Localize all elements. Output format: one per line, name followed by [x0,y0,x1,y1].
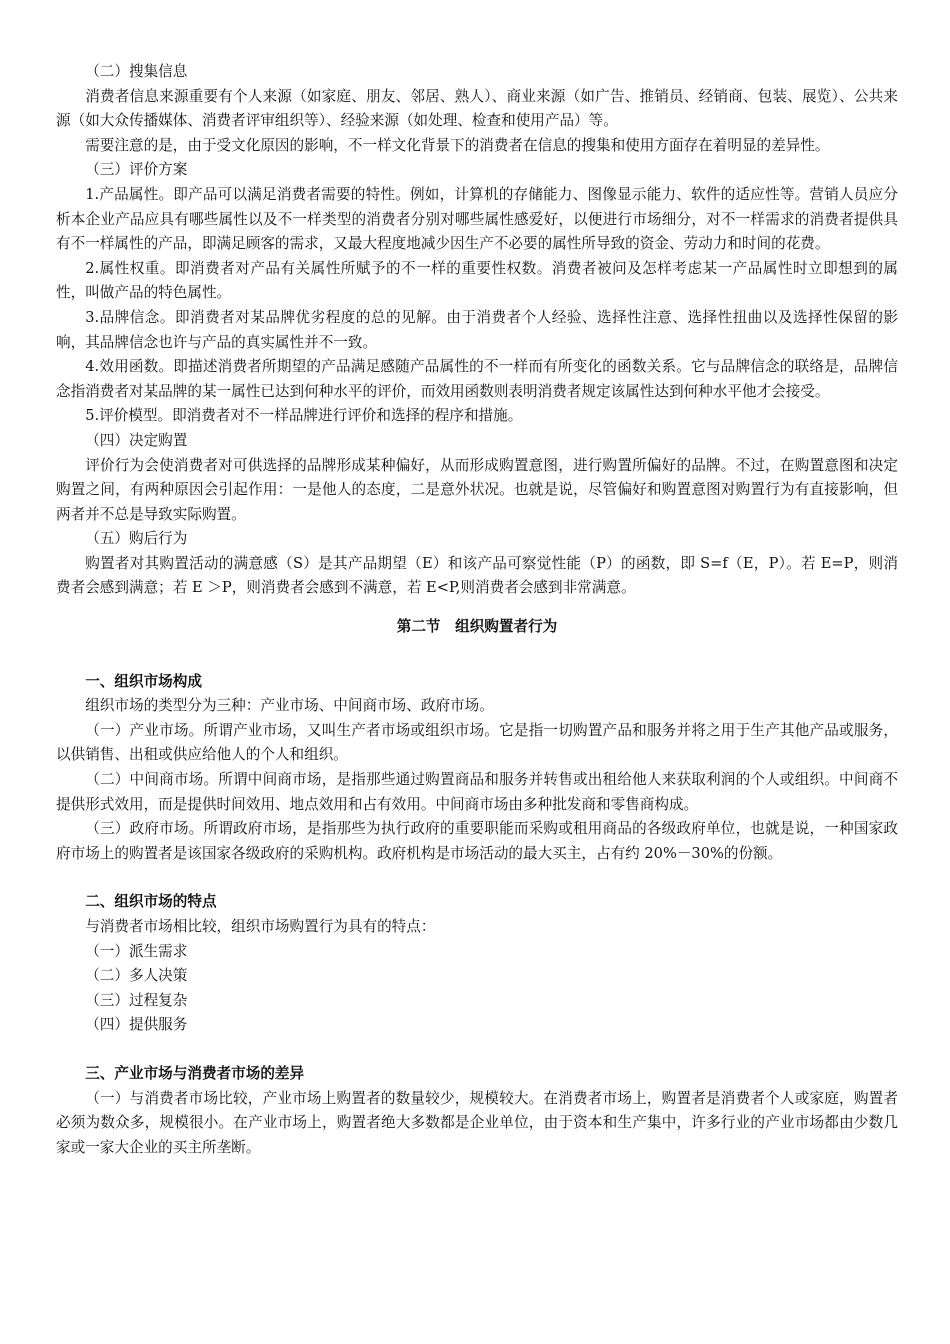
paragraph: 2.属性权重。即消费者对产品有关属性所赋予的不一样的重要性权数。消费者被问及怎样考虑某一产品属性时立即想到的属性，叫做产品的特色属性。 [56,259,898,302]
subheading-collect-info: （二）搜集信息 [85,63,188,80]
subheading-decide: （四）决定购置 [85,431,188,449]
paragraph: 购置者对其购置活动的满意感（S）是其产品期望（E）和该产品可察觉性能（P）的函数，即 S=f（E，P）。若 E=P，则消费者会感到满意；若 E ＞P，则消费者会感到不满意，若 E<P,则消费者会感到非常满意。 [56,554,898,597]
paragraph: （一）产业市场。所谓产业市场，又叫生产者市场或组织市场。它是指一切购置产品和服务并将之用于生产其他产品或服务，以供销售、出租或供应给他人的个人和组织。 [56,721,898,764]
list-item: （二）多人决策 [85,967,188,985]
subheading-post-purchase: （五）购后行为 [85,530,188,548]
document-page [56,60,898,1160]
paragraph: （三）政府市场。所谓政府市场，是指那些为执行政府的重要职能而采购或租用商品的各级政府单位，也就是说，一种国家政府市场上的购置者是该国家各级政府的采购机构。政府机构是市场活动的最大买主，占有约 20%－30%的份额。 [56,820,898,862]
heading-market-differences: 三、产业市场与消费者市场的差异 [85,1064,305,1082]
paragraph: 与消费者市场相比较，组织市场购置行为具有的特点： [85,918,436,935]
list-item: （一）派生需求 [85,942,188,960]
paragraph: 4.效用函数。即描述消费者所期望的产品满足感随产品属性的不一样而有所变化的函数关系。它与品牌信念的联络是，品牌信念指消费者对某品牌的某一属性已达到何种水平的评价，而效用函数则表明消费者规定该属性达到何种水平他才会接受。 [56,358,898,400]
paragraph: 评价行为会使消费者对可供选择的品牌形成某种偏好，从而形成购置意图，进行购置所偏好的品牌。不过，在购置意图和决定购置之间，有两种原因会引起作用：一是他人的态度，二是意外状况。也就是说，尽管偏好和购置意图对购置行为有直接影响，但两者并不总是导致实际购置。 [56,456,898,523]
heading-org-market-features: 二、组织市场的特点 [85,893,217,911]
paragraph: 需要注意的是，由于受文化原因的影响，不一样文化背景下的消费者在信息的搜集和使用方面存在着明显的差异性。 [85,136,830,154]
paragraph: 消费者信息来源重要有个人来源（如家庭、朋友、邻居、熟人）、商业来源（如广告、推销员、经销商、包装、展览）、公共来源（如大众传播媒体、消费者评审组织等）、经验来源（如处理、检查和使用产品）等。 [56,87,898,130]
paragraph: 1.产品属性。即产品可以满足消费者需要的特性。例如，计算机的存储能力、图像显示能力、软件的适应性等。营销人员应分析本企业产品应具有哪些属性以及不一样类型的消费者分别对哪些属性感爱好，以便进行市场细分，对不一样需求的消费者提供具有不一样属性的产品，即满足顾客的需求，又最大程度地减少因生产不必要的属性所导致的资金、劳动力和时间的花费。 [56,185,898,253]
paragraph: 3.品牌信念。即消费者对某品牌优劣程度的总的见解。由于消费者个人经验、选择性注意、选择性扭曲以及选择性保留的影响，其品牌信念也许与产品的真实属性并不一致。 [56,308,898,351]
list-item: （四）提供服务 [85,1016,188,1034]
paragraph: （一）与消费者市场比较，产业市场上购置者的数量较少，规模较大。在消费者市场上，购置者是消费者个人或家庭，购置者必须为数众多，规模很小。在产业市场上，购置者绝大多数都是企业单位，由于资本和生产集中，许多行业的产业市场都由少数几家或一家大企业的买主所垄断。 [56,1089,898,1156]
paragraph: （二）中间商市场。所谓中间商市场，是指那些通过购置商品和服务并转售或出租给他人来获取利润的个人或组织。中间商不提供形式效用，而是提供时间效用、地点效用和占有效用。中间商市场由多种批发商和零售商构成。 [56,771,898,813]
paragraph: 组织市场的类型分为三种：产业市场、中间商市场、政府市场。 [85,697,494,715]
paragraph: 5.评价模型。即消费者对不一样品牌进行评价和选择的程序和措施。 [85,407,523,425]
subheading-evaluate: （三）评价方案 [85,161,188,179]
list-item: （三）过程复杂 [85,991,188,1009]
heading-org-market-structure: 一、组织市场构成 [85,672,202,690]
section-title: 第二节 组织购置者行为 [396,618,558,636]
